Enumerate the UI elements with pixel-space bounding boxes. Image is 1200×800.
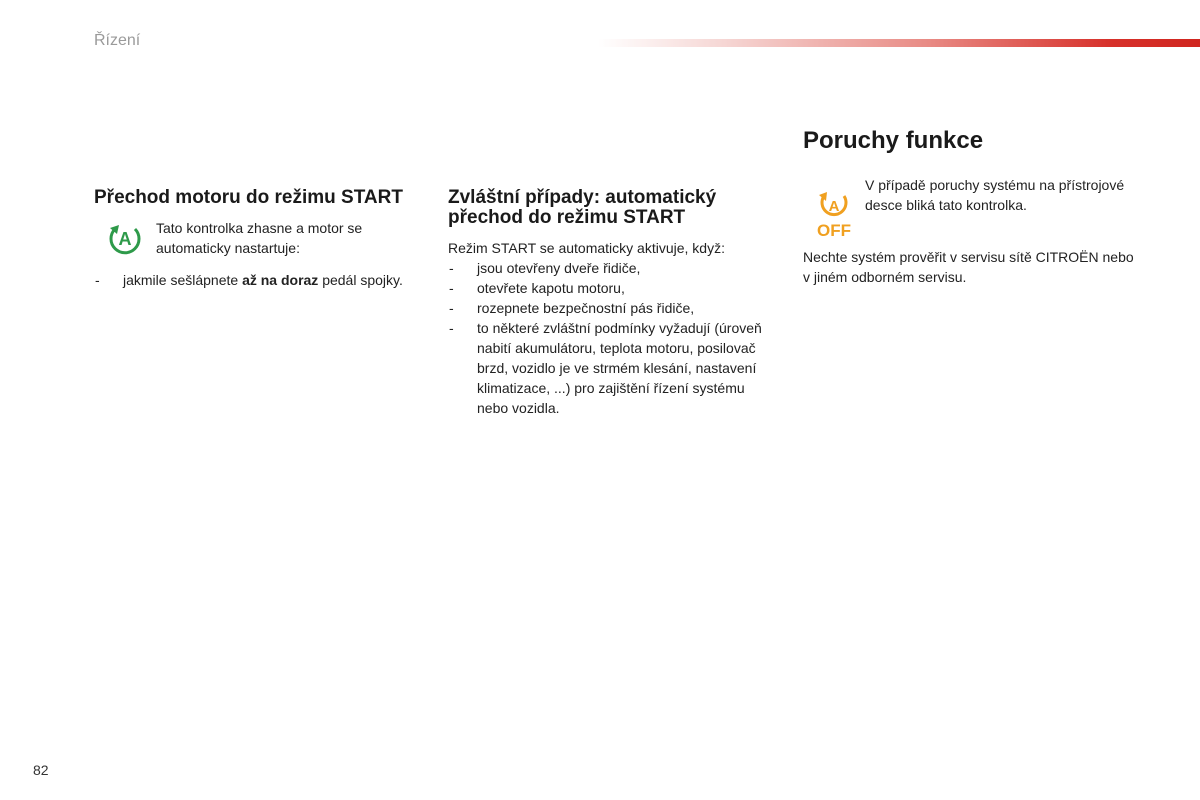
- emphasis-text: až na doraz: [242, 272, 319, 288]
- auto-start-icon: [107, 222, 143, 256]
- off-icon-description: V případě poruchy systému na přístrojové desce bliká tato kontrolka.: [865, 177, 1125, 213]
- section-title: Řízení: [94, 32, 141, 49]
- column-malfunctions: [803, 127, 1143, 287]
- service-advice: Nechte systém prověřit v servisu sítě CITROËN nebo v jiném odborném servisu.: [803, 249, 1134, 285]
- list-item: - rozepnete bezpečnostní pás řidiče,: [448, 298, 778, 318]
- auto-off-icon-letter: A: [828, 198, 840, 215]
- list-item: - jakmile sešlápnete až na doraz pedál spojky.: [94, 270, 414, 290]
- page-number: 82: [33, 762, 49, 778]
- column-start-transition: [94, 188, 414, 290]
- header-accent-bar: [598, 39, 1200, 47]
- list-item: - jsou otevřeny dveře řidiče,: [448, 258, 778, 278]
- list-item: - to některé zvláštní podmínky vyžadují (úroveň nabití akumulátoru, teplota motoru, posilovač brzd, vozidlo je ve strmém klesání, nastavení klimatizace, ...) pro zajištění řízení systému nebo vozidla.: [448, 318, 778, 418]
- auto-start-icon-letter: A: [118, 229, 132, 249]
- column-special-cases: [448, 188, 778, 418]
- auto-off-warning-icon: [814, 191, 854, 239]
- start-transition-heading: Přechod motoru do režimu START: [94, 187, 403, 208]
- off-icon-row: [803, 177, 1143, 239]
- special-cases-intro: Režim START se automaticky aktivuje, když:: [448, 240, 725, 256]
- special-cases-heading: Zvláštní případy: automatický přechod do režimu START: [448, 187, 717, 228]
- list-item: - otevřete kapotu motoru,: [448, 278, 778, 298]
- malfunctions-heading: Poruchy funkce: [803, 127, 984, 154]
- special-cases-list: [448, 258, 778, 418]
- start-conditions-list: [94, 270, 414, 290]
- start-icon-description: Tato kontrolka zhasne a motor se automaticky nastartuje:: [156, 220, 363, 256]
- start-icon-row: [94, 218, 414, 258]
- auto-off-icon-label: OFF: [817, 221, 851, 239]
